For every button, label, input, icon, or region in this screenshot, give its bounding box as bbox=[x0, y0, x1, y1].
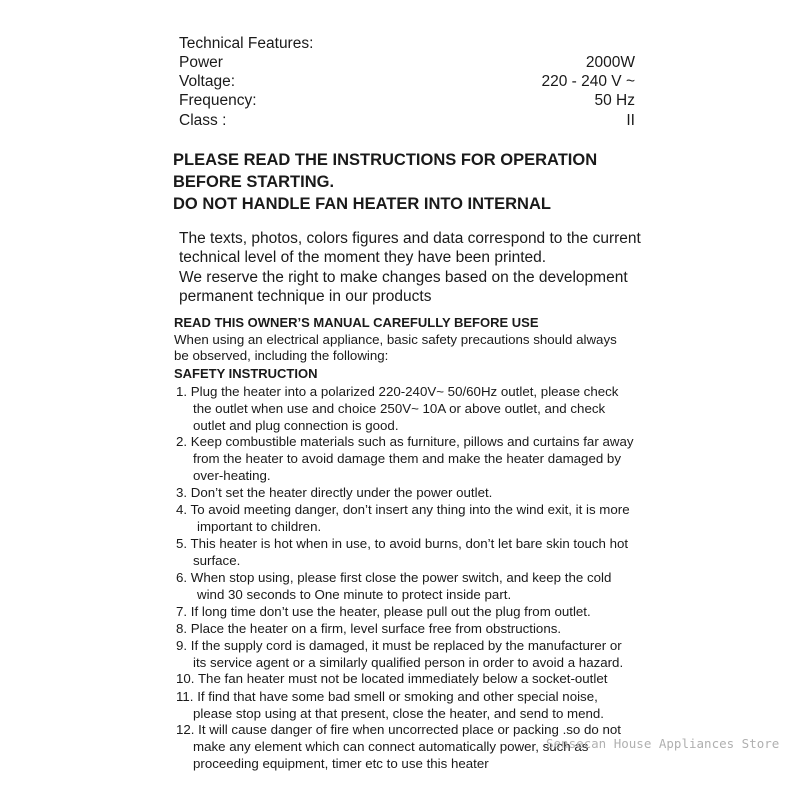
safety-intro-line: be observed, including the following: bbox=[174, 348, 389, 363]
safety-item-11 bbox=[176, 688, 736, 722]
safety-item-3 bbox=[176, 484, 736, 501]
store-watermark: Sensecan House Appliances Store bbox=[546, 736, 780, 751]
safety-item-1 bbox=[176, 383, 736, 434]
safety-item-line: wind 30 seconds to One minute to protect inside part. bbox=[197, 587, 512, 602]
safety-item-line: important to children. bbox=[197, 519, 322, 534]
safety-item-line: 5. This heater is hot when in use, to avoid burns, don’t let bare skin touch hot bbox=[176, 536, 629, 551]
safety-item-line: surface. bbox=[193, 553, 241, 568]
safety-item-2 bbox=[176, 433, 736, 484]
safety-item-4 bbox=[176, 501, 736, 535]
safety-item-line: proceeding equipment, timer etc to use this heater bbox=[193, 756, 489, 771]
operation-warning-line: DO NOT HANDLE FAN HEATER INTO INTERNAL bbox=[173, 195, 551, 213]
operation-warning-line: BEFORE STARTING. bbox=[173, 173, 335, 191]
spec-row-class bbox=[179, 111, 635, 130]
safety-item-line: please stop using at that present, close the heater, and send to mend. bbox=[193, 706, 605, 721]
safety-item-line: 1. Plug the heater into a polarized 220-240V~ 50/60Hz outlet, please check bbox=[176, 384, 619, 399]
safety-item-9 bbox=[176, 637, 736, 671]
spec-label: Power bbox=[179, 54, 223, 71]
safety-item-line: 2. Keep combustible materials such as furniture, pillows and curtains far away bbox=[176, 434, 634, 449]
safety-instruction-heading: SAFETY INSTRUCTION bbox=[174, 366, 318, 381]
safety-item-line: 11. If find that have some bad smell or smoking and other special noise, bbox=[176, 689, 598, 704]
safety-item-line: its service agent or a similarly qualified person in order to avoid a hazard. bbox=[193, 655, 624, 670]
safety-item-line: 9. If the supply cord is damaged, it must be replaced by the manufacturer or bbox=[176, 638, 622, 653]
spec-label: Frequency: bbox=[179, 92, 257, 109]
safety-item-7 bbox=[176, 603, 736, 620]
spec-value: 220 - 240 V ~ bbox=[541, 73, 635, 90]
disclaimer-line: permanent technique in our products bbox=[179, 288, 432, 305]
disclaimer-line: technical level of the moment they have been printed. bbox=[179, 249, 547, 266]
safety-item-line: 3. Don’t set the heater directly under the power outlet. bbox=[176, 485, 493, 500]
safety-item-line: make any element which can connect automatically power, such as bbox=[193, 739, 589, 754]
disclaimer-line: We reserve the right to make changes based on the development bbox=[179, 269, 628, 286]
safety-item-line: over-heating. bbox=[193, 468, 271, 483]
technical-features-title: Technical Features: bbox=[179, 35, 314, 52]
spec-row-power bbox=[179, 53, 635, 72]
spec-value: II bbox=[626, 112, 635, 129]
spec-row-voltage bbox=[179, 72, 635, 91]
safety-item-6 bbox=[176, 569, 736, 603]
safety-item-line: outlet and plug connection is good. bbox=[193, 418, 399, 433]
safety-item-line: the outlet when use and choice 250V~ 10A or above outlet, and check bbox=[193, 401, 606, 416]
safety-item-5 bbox=[176, 535, 736, 569]
safety-item-line: 10. The fan heater must not be located immediately below a socket-outlet bbox=[176, 671, 608, 686]
spec-row-frequency bbox=[179, 91, 635, 110]
safety-item-8 bbox=[176, 620, 736, 637]
safety-item-line: from the heater to avoid damage them and make the heater damaged by bbox=[193, 451, 621, 466]
safety-item-line: 12. It will cause danger of fire when uncorrected place or packing .so do not bbox=[176, 722, 621, 737]
safety-item-line: 7. If long time don’t use the heater, please pull out the plug from outlet. bbox=[176, 604, 591, 619]
spec-value: 2000W bbox=[585, 54, 635, 71]
safety-item-line: 6. When stop using, please first close the power switch, and keep the cold bbox=[176, 570, 612, 585]
safety-intro-line: When using an electrical appliance, basic safety precautions should always bbox=[174, 332, 617, 347]
operation-warning-line: PLEASE READ THE INSTRUCTIONS FOR OPERATION bbox=[173, 151, 598, 169]
spec-label: Class : bbox=[179, 112, 227, 129]
spec-label: Voltage: bbox=[179, 73, 236, 90]
spec-value: 50 Hz bbox=[594, 92, 635, 109]
safety-item-10 bbox=[176, 670, 736, 687]
safety-item-line: 8. Place the heater on a firm, level surface free from obstructions. bbox=[176, 621, 562, 636]
owners-manual-heading: READ THIS OWNER’S MANUAL CAREFULLY BEFORE USE bbox=[174, 315, 539, 330]
disclaimer-line: The texts, photos, colors figures and data correspond to the current bbox=[179, 230, 641, 247]
safety-item-line: 4. To avoid meeting danger, don’t insert any thing into the wind exit, it is more bbox=[176, 502, 630, 517]
